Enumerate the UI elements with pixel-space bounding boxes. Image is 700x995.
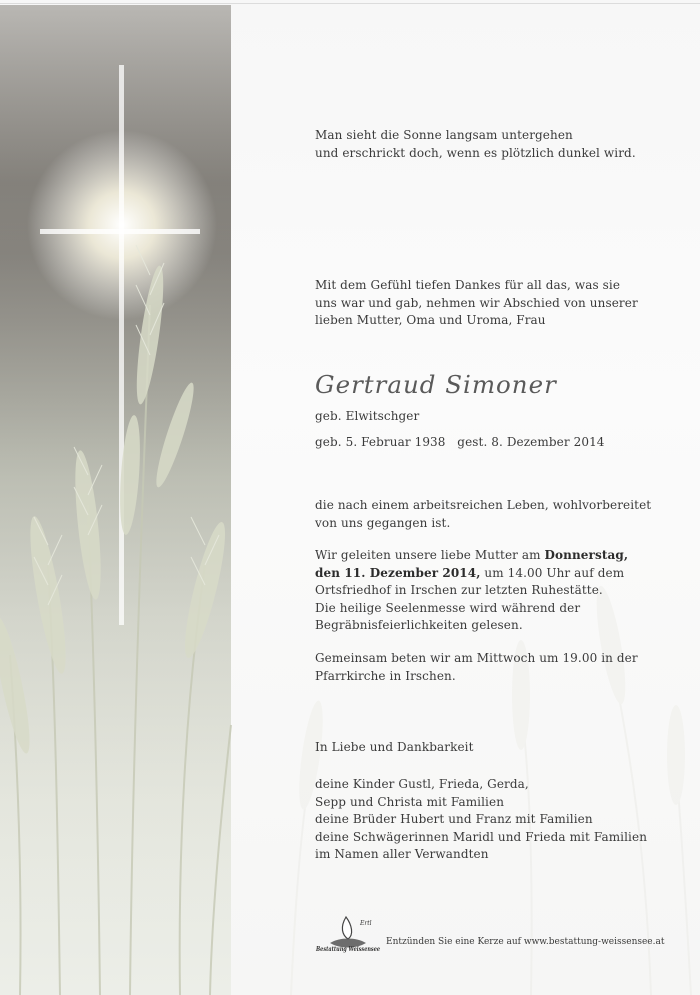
prayer-notice <box>315 650 695 685</box>
funeral-text: um 14.00 Uhr auf dem <box>480 565 625 580</box>
funeral-line: Die heilige Seelenmesse wird während der <box>315 600 581 615</box>
cross-horizontal <box>40 229 200 234</box>
prayer-line: Gemeinsam beten wir am Mittwoch um 19.00 in der <box>315 651 638 665</box>
birth-date: geb. 5. Februar 1938 <box>315 435 446 449</box>
prayer-line: Pfarrkirche in Irschen. <box>315 668 456 683</box>
funeral-line <box>315 565 695 583</box>
bestattung-logo <box>316 913 382 953</box>
mourner-line: deine Kinder Gustl, Frieda, Gerda, <box>315 777 529 791</box>
life-note <box>315 497 695 532</box>
mourner-line: Sepp und Christa mit Familien <box>315 794 505 809</box>
poem <box>315 127 695 162</box>
candle-link-text[interactable]: Entzünden Sie eine Kerze auf www.bestattung-weissensee.at <box>386 937 665 947</box>
mourner-line: deine Schwägerinnen Maridl und Frieda mit Familien <box>315 829 648 844</box>
logo-text: Bestattung Weissensee <box>315 945 380 953</box>
wheat-cross-photo <box>0 5 231 995</box>
top-border <box>0 3 700 4</box>
cross-vertical <box>119 65 124 625</box>
closing-text: In Liebe und Dankbarkeit <box>315 740 474 754</box>
life-dates-line <box>315 434 695 452</box>
intro <box>315 277 695 330</box>
deceased-name: Gertraud Simoner <box>315 370 557 399</box>
logo-small-text: Ertl <box>360 920 372 927</box>
funeral-line: Begräbnisfeierlichkeiten gelesen. <box>315 618 523 633</box>
closing <box>315 739 695 757</box>
mourner-line: deine Brüder Hubert und Franz mit Familien <box>315 812 593 827</box>
poem-line: Man sieht die Sonne langsam untergehen <box>315 128 573 142</box>
mourner-line: im Namen aller Verwandten <box>315 847 489 862</box>
life-note-line: von uns gegangen ist. <box>315 515 451 530</box>
funeral-day: Donnerstag, <box>544 548 629 562</box>
poem-line: und erschrickt doch, wenn es plötzlich dunkel wird. <box>315 145 636 160</box>
funeral-line <box>315 547 695 565</box>
funeral-details <box>315 547 695 635</box>
maiden-name-text: geb. Elwitschger <box>315 409 420 423</box>
footer <box>316 913 686 953</box>
life-dates <box>315 434 695 452</box>
flame-icon <box>342 917 351 939</box>
funeral-date: den 11. Dezember 2014, <box>315 565 481 580</box>
funeral-line: Ortsfriedhof in Irschen zur letzten Ruhestätte. <box>315 583 603 598</box>
intro-line: lieben Mutter, Oma und Uroma, Frau <box>315 313 546 328</box>
intro-line: uns war und gab, nehmen wir Abschied von unserer <box>315 295 638 310</box>
funeral-text: Wir geleiten unsere liebe Mutter am <box>315 548 545 562</box>
mourners-list <box>315 776 695 864</box>
maiden-name <box>315 408 695 426</box>
life-note-line: die nach einem arbeitsreichen Leben, wohlvorbereitet <box>315 498 652 512</box>
wheat-field-illustration <box>0 5 231 995</box>
death-date: gest. 8. Dezember 2014 <box>457 435 605 449</box>
intro-line: Mit dem Gefühl tiefen Dankes für all das, was sie <box>315 278 621 292</box>
